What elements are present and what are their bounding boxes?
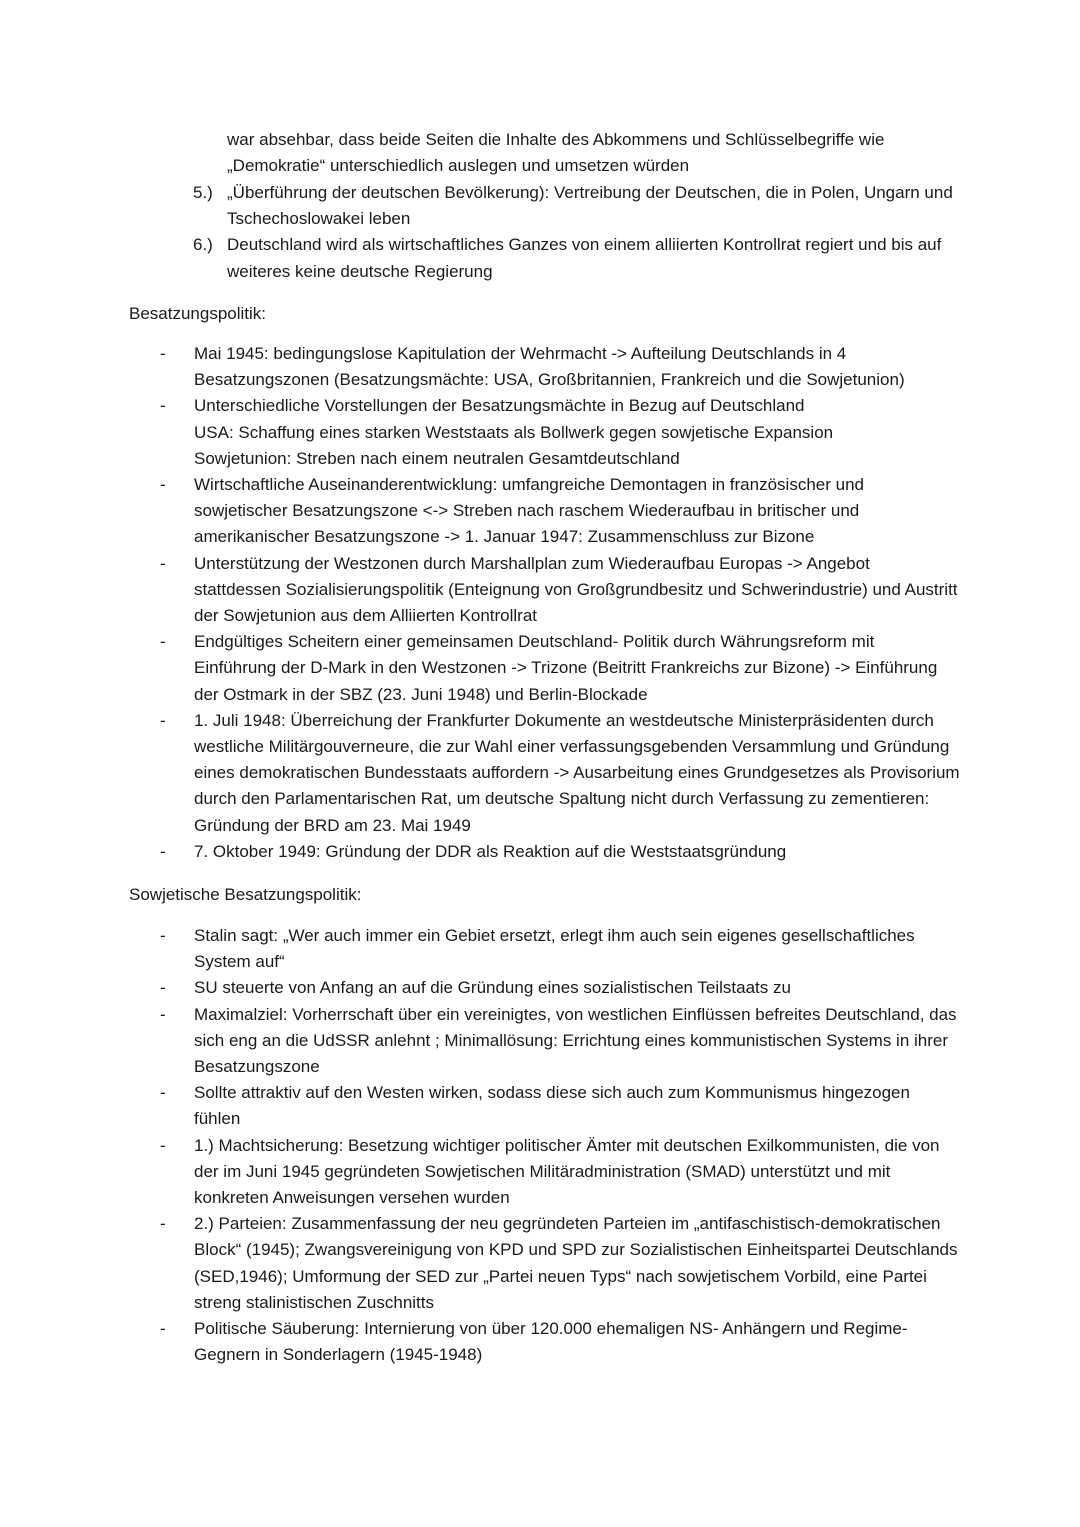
list-item bbox=[160, 393, 960, 472]
list-item bbox=[160, 839, 960, 865]
dash-bullet-icon: - bbox=[160, 1214, 166, 1234]
section-heading-besatzungspolitik: Besatzungspolitik: bbox=[129, 304, 267, 323]
list-item bbox=[160, 708, 960, 839]
list-item bbox=[160, 1211, 960, 1316]
besatzungspolitik-list bbox=[160, 341, 960, 865]
list-item bbox=[160, 1002, 960, 1081]
dash-bullet-icon: - bbox=[160, 1319, 166, 1339]
list-item bbox=[160, 1316, 960, 1368]
dash-bullet-icon: - bbox=[160, 344, 166, 363]
dash-bullet-icon: - bbox=[160, 1004, 166, 1024]
sub-line-usa: USA: Schaffung eines starken Weststaats als Bollwerk gegen sowjetische Expansion bbox=[194, 422, 834, 442]
item-text: Maximalziel: Vorherrschaft über ein vereinigtes, von westlichen Einflüssen befreites Deutschland, das sich eng an die UdSSR anlehnt ; Minimallösung: Errichtung eines kommunistischen Systems in ihrer Besatzungszone bbox=[194, 1004, 957, 1077]
list-item bbox=[160, 975, 960, 1001]
list-item bbox=[160, 629, 960, 708]
dash-bullet-icon: - bbox=[160, 841, 166, 861]
item-text: Unterschiedliche Vorstellungen der Besatzungsmächte in Bezug auf Deutschland bbox=[194, 396, 805, 416]
item-text: 1. Juli 1948: Überreichung der Frankfurter Dokumente an westdeutsche Ministerpräsidenten durch westliche Militärgouverneure, die zur Wahl einer verfassungsgebenden Versammlung und Gründung eines demokratischen Bundesstaats auffordern -> Ausarbeitung eines Grundgesetzes als Provisorium durch den Parlamentarischen Rat, um deutsche Spaltung nicht durch Verfassung zu zementieren: Gründung der BRD am 23. Mai 1949 bbox=[194, 710, 960, 835]
sub-line-sowjetunion: Sowjetunion: Streben nach einem neutralen Gesamtdeutschland bbox=[194, 448, 680, 468]
list-item bbox=[160, 551, 960, 630]
dash-bullet-icon: - bbox=[160, 926, 166, 945]
item-text: 1.) Machtsicherung: Besetzung wichtiger politischer Ämter mit deutschen Exilkommunisten, die von der im Juni 1945 gegründeten Sowjetischen Militäradministration (SMAD) unterstützt und mit konkreten Anweisungen versehen wurden bbox=[194, 1135, 940, 1208]
dash-bullet-icon: - bbox=[160, 396, 166, 416]
dash-bullet-icon: - bbox=[160, 1083, 166, 1103]
item-number: 5.) bbox=[193, 183, 213, 202]
list-item bbox=[160, 923, 960, 975]
list-item bbox=[160, 1133, 960, 1212]
item-text: Wirtschaftliche Auseinanderentwicklung: umfangreiche Demontagen in französischer und sowjetischer Besatzungszone <-> Streben nach raschem Wiederaufbau in britischer und amerikanischer Besatzungszone -> 1. Januar 1947: Zusammenschluss zur Bizone bbox=[194, 475, 864, 547]
sowjetische-besatzungspolitik-list bbox=[160, 923, 960, 1368]
list-item bbox=[160, 341, 960, 393]
dash-bullet-icon: - bbox=[160, 978, 166, 998]
continuation-line: „Demokratie“ unterschiedlich auslegen und umsetzen würden bbox=[227, 156, 690, 176]
item-text: Sollte attraktiv auf den Westen wirken, sodass diese sich auch zum Kommunismus hingezogen fühlen bbox=[194, 1083, 910, 1129]
numbered-item-5 bbox=[193, 180, 953, 232]
item-text: 7. Oktober 1949: Gründung der DDR als Reaktion auf die Weststaatsgründung bbox=[194, 841, 787, 861]
numbered-list bbox=[193, 180, 953, 285]
continuation-line: war absehbar, dass beide Seiten die Inhalte des Abkommens und Schlüsselbegriffe wie bbox=[227, 130, 885, 149]
item-text: „Überführung der deutschen Bevölkerung): Vertreibung der Deutschen, die in Polen, Ungarn und Tschechoslowakei leben bbox=[227, 183, 953, 229]
item-text: 2.) Parteien: Zusammenfassung der neu gegründeten Parteien im „antifaschistisch-demokratischen Block“ (1945); Zwangsvereinigung von KPD und SPD zur Sozialistischen Einheitspartei Deutschlands (SED,1946); Umformung der SED zur „Partei neuen Typs“ nach sowjetischem Vorbild, eine Partei streng stalinistischen Zuschnitts bbox=[194, 1214, 958, 1312]
dash-bullet-icon: - bbox=[160, 553, 166, 573]
dash-bullet-icon: - bbox=[160, 710, 166, 730]
numbered-item-6 bbox=[193, 232, 953, 284]
section-heading-sowjetische-besatzungspolitik: Sowjetische Besatzungspolitik: bbox=[129, 885, 362, 904]
item-text: Stalin sagt: „Wer auch immer ein Gebiet ersetzt, erlegt ihm auch sein eigenes gesellschaftliches System auf“ bbox=[194, 926, 915, 972]
item-text: Politische Säuberung: Internierung von über 120.000 ehemaligen NS- Anhängern und Regime- Gegnern in Sonderlagern (1945-1948) bbox=[194, 1319, 908, 1365]
dash-bullet-icon: - bbox=[160, 475, 166, 495]
item-text: Mai 1945: bedingungslose Kapitulation der Wehrmacht -> Aufteilung Deutschlands in 4 Besatzungszonen (Besatzungsmächte: USA, Großbritannien, Frankreich und die Sowjetunion) bbox=[194, 344, 905, 390]
list-item bbox=[160, 472, 960, 551]
continuation-paragraph bbox=[227, 127, 967, 179]
item-text: Endgültiges Scheitern einer gemeinsamen Deutschland- Politik durch Währungsreform mit Einführung der D-Mark in den Westzonen -> Trizone (Beitritt Frankreichs zur Bizone) -> Einführung der Ostmark in der SBZ (23. Juni 1948) und Berlin-Blockade bbox=[194, 632, 938, 704]
dash-bullet-icon: - bbox=[160, 632, 166, 652]
dash-bullet-icon: - bbox=[160, 1135, 166, 1155]
item-text: SU steuerte von Anfang an auf die Gründung eines sozialistischen Teilstaats zu bbox=[194, 978, 791, 998]
item-text: Deutschland wird als wirtschaftliches Ganzes von einem alliierten Kontrollrat regiert und bis auf weiteres keine deutsche Regierung bbox=[227, 235, 942, 281]
item-text: Unterstützung der Westzonen durch Marshallplan zum Wiederaufbau Europas -> Angebot stattdessen Sozialisierungspolitik (Enteignung von Großgrundbesitz und Schwerindustrie) und Austritt der Sowjetunion aus dem Alliierten Kontrollrat bbox=[194, 553, 958, 626]
item-number: 6.) bbox=[193, 235, 213, 255]
list-item bbox=[160, 1080, 960, 1132]
